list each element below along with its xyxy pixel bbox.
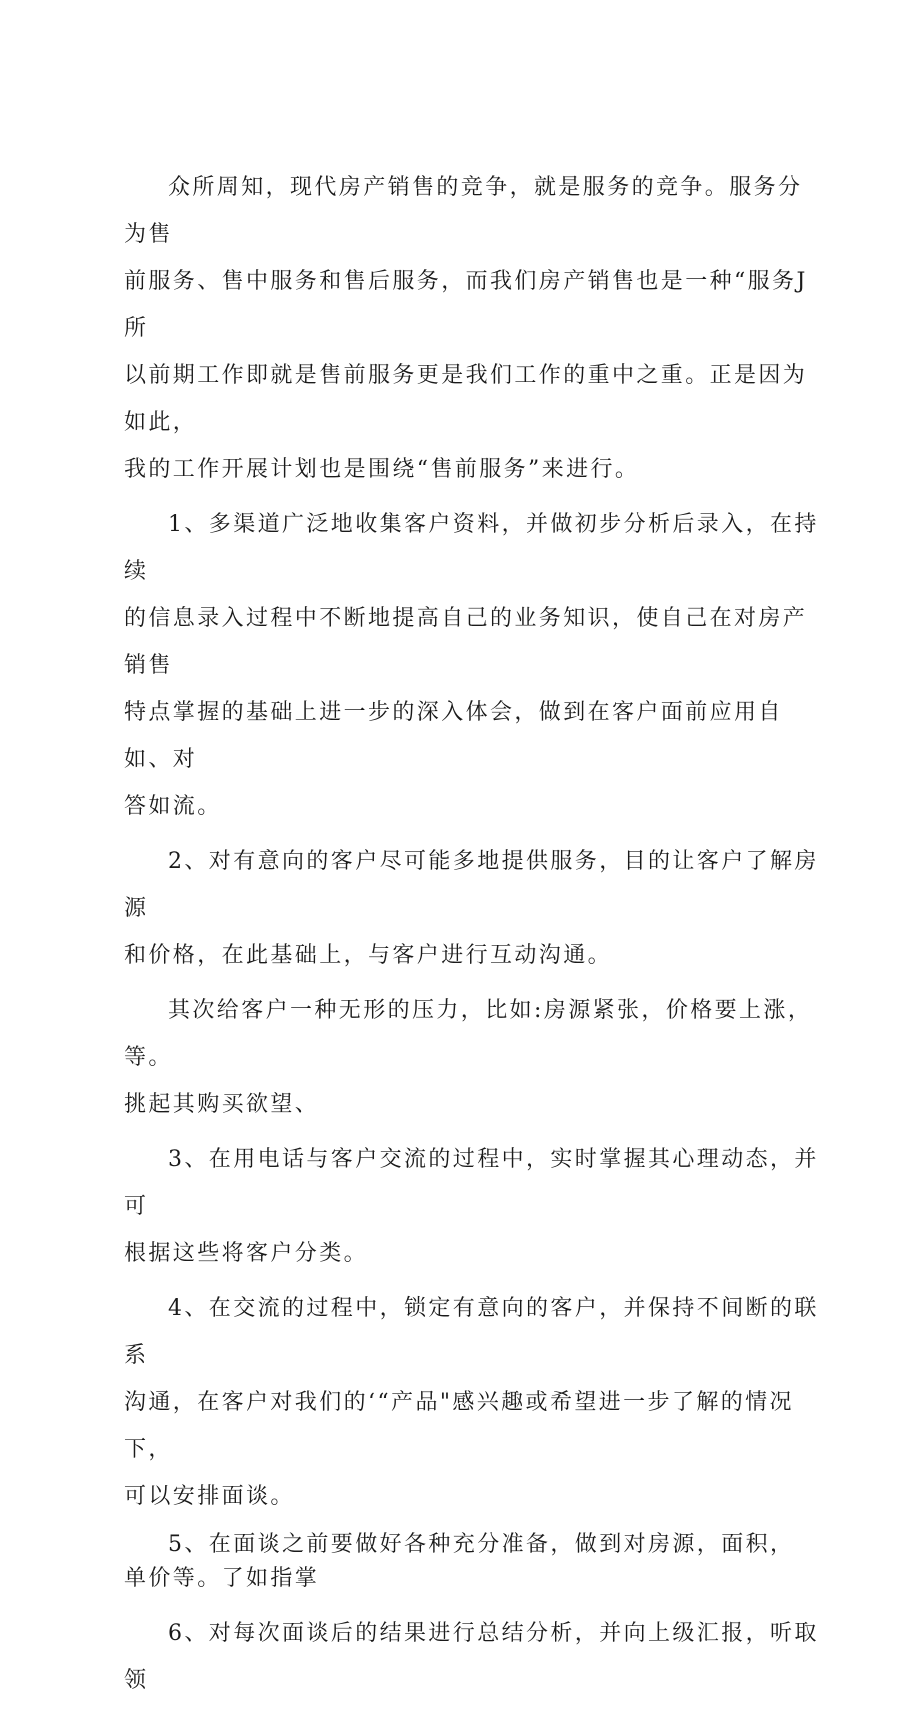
paragraph-item-6: 6、对每次面谈后的结果进行总结分析，并向上级汇报，听取领 — [124, 1621, 819, 1693]
paragraph-item-2: 2、对有意向的客户尽可能多地提供服务，目的让客户了解房源 和价格，在此基础上，与客户进行互动沟通。 — [124, 849, 819, 968]
paragraph-item-3: 3、在用电话与客户交流的过程中，实时掌握其心理动态，并可 根据这些将客户分类。 — [124, 1147, 819, 1266]
paragraph-item-1: 1、多渠道广泛地收集客户资料，并做初步分析后录入，在持续 的信息录入过程中不断地提高自己的业务知识，使自己在对房产销售 特点掌握的基础上进一步的深入体会，做到在客户面前应用自如、对 答如流。 — [124, 512, 819, 819]
paragraph-item-5: 5、在面谈之前要做好各种充分准备，做到对房源，面积， 单价等。了如指掌 — [124, 1532, 795, 1591]
document-body — [124, 164, 824, 1712]
paragraph-intro: 众所周知，现代房产销售的竞争，就是服务的竞争。服务分为售 前服务、售中服务和售后服务，而我们房产销售也是一种“服务J所 以前期工作即就是售前服务更是我们工作的重中之重。正是因为如此， 我的工作开展计划也是围绕“售前服务”来进行。 — [124, 175, 808, 482]
paragraph-item-4: 4、在交流的过程中，锁定有意向的客户，并保持不间断的联系 沟通，在客户对我们的‘“产品"感兴趣或希望进一步了解的情况下， 可以安排面谈。 — [124, 1296, 819, 1509]
paragraph-pressure: 其次给客户一种无形的压力，比如:房源紧张，价格要上涨，等。 挑起其购买欲望、 — [124, 998, 813, 1117]
